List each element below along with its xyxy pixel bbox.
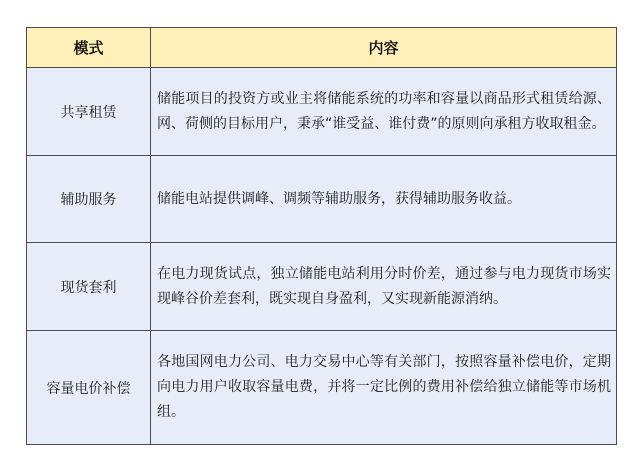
mode-cell: 容量电价补偿 xyxy=(27,331,151,445)
header-mode: 模式 xyxy=(27,28,151,68)
table-row xyxy=(27,331,617,445)
storage-business-models-table-wrapper xyxy=(26,27,616,445)
content-cell: 在电力现货试点，独立储能电站利用分时价差，通过参与电力现货市场实现峰谷价差套利，既实现自身盈利，又实现新能源消纳。 xyxy=(151,243,617,331)
content-cell: 各地国网电力公司、电力交易中心等有关部门，按照容量补偿电价，定期向电力用户收取容量电费，并将一定比例的费用补偿给独立储能等市场机组。 xyxy=(151,331,617,445)
mode-cell: 辅助服务 xyxy=(27,156,151,243)
content-cell: 储能项目的投资方或业主将储能系统的功率和容量以商品形式租赁给源、网、荷侧的目标用户，秉承“谁受益、谁付费”的原则向承租方收取租金。 xyxy=(151,68,617,156)
table-row xyxy=(27,243,617,331)
storage-business-models-table xyxy=(26,27,617,445)
table-row xyxy=(27,156,617,243)
content-cell: 储能电站提供调峰、调频等辅助服务，获得辅助服务收益。 xyxy=(151,156,617,243)
header-content: 内容 xyxy=(151,28,617,68)
mode-cell: 共享租赁 xyxy=(27,68,151,156)
table-header-row xyxy=(27,28,617,68)
mode-cell: 现货套利 xyxy=(27,243,151,331)
table-row xyxy=(27,68,617,156)
